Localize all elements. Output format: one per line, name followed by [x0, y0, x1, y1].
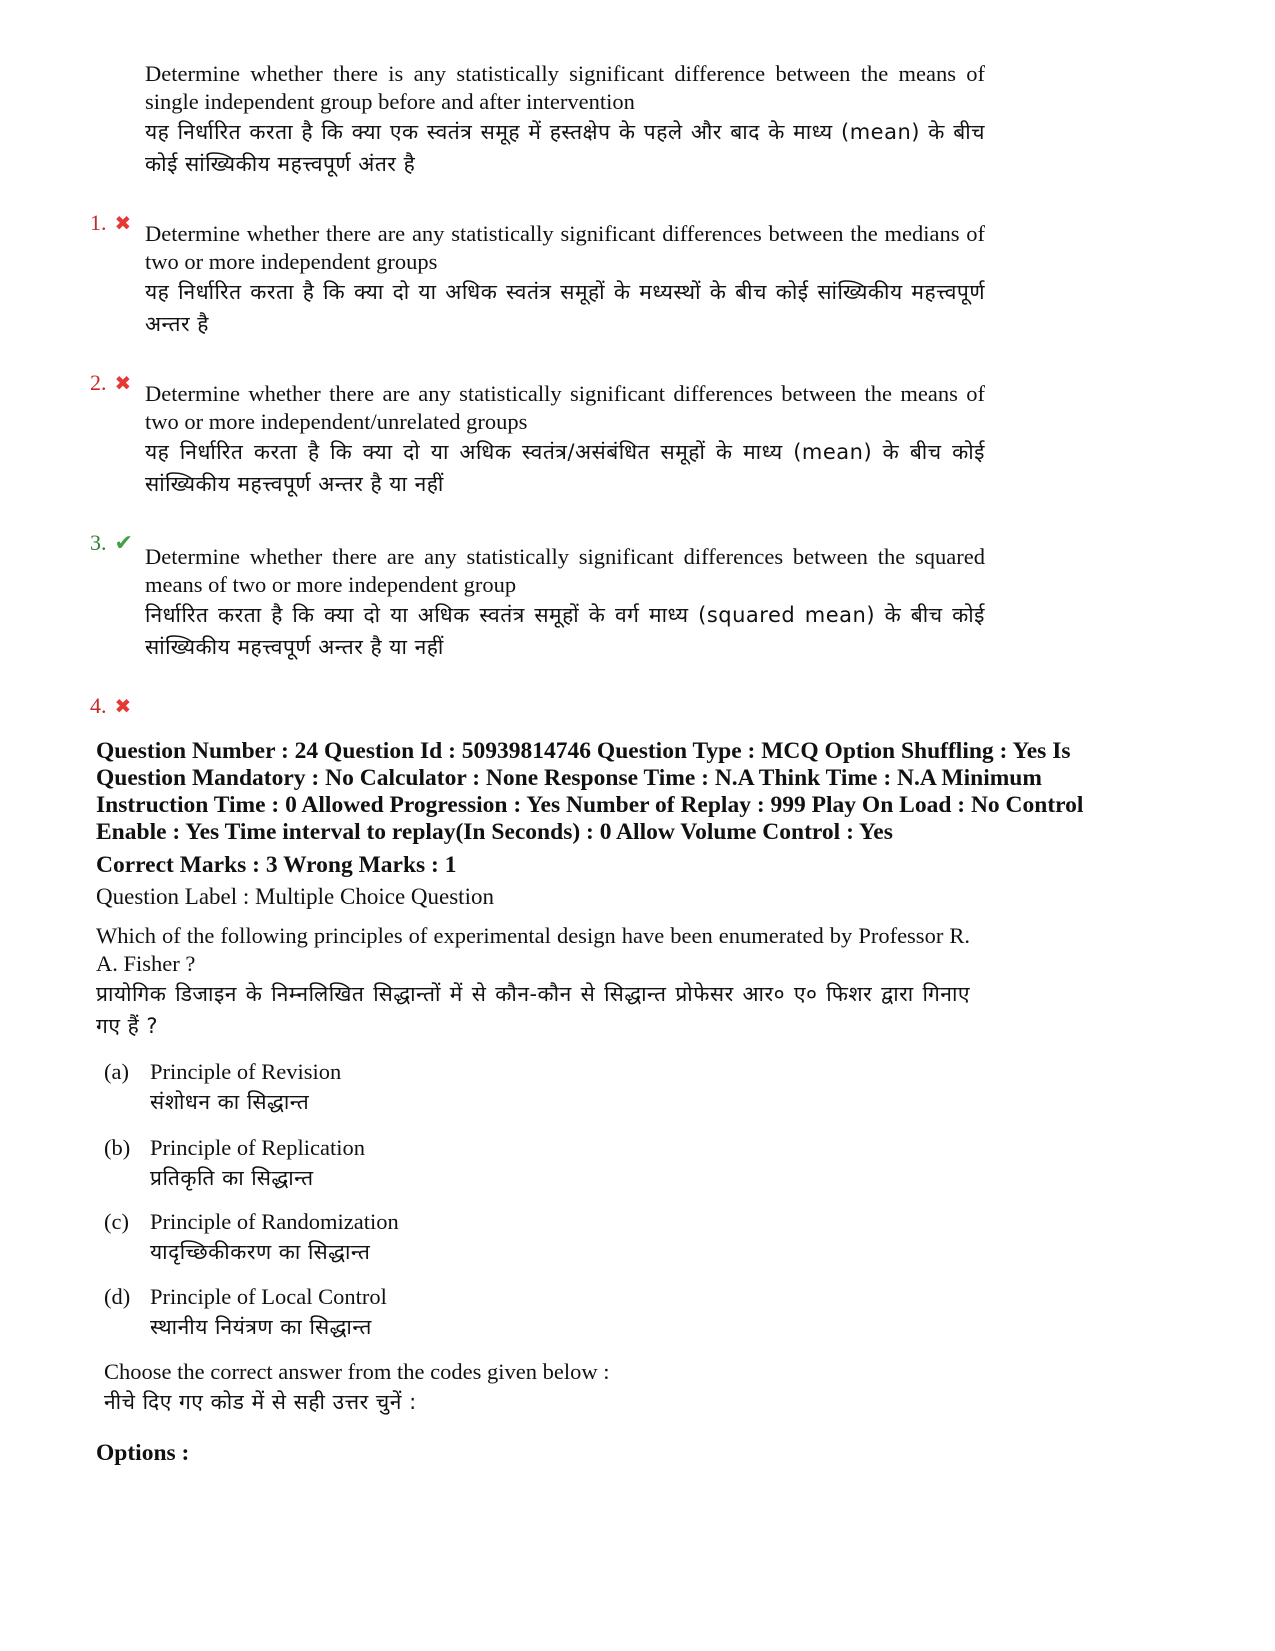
statement-tag: (c) — [104, 1209, 129, 1234]
statement-tag: (b) — [104, 1135, 131, 1160]
option-text-english: Determine whether there is any statistically significant difference between the means of single independent group before and after intervention — [145, 61, 985, 114]
statement-hindi: संशोधन का सिद्धान्त — [150, 1090, 310, 1114]
previous-option-4 — [90, 543, 990, 718]
check-icon: ✔ — [114, 531, 133, 556]
options-heading: Options : — [96, 1440, 190, 1466]
statement-english: Principle of Randomization — [150, 1209, 399, 1234]
option-text-hindi: यह निर्धारित करता है कि क्या एक स्वतंत्र समूह में हस्तक्षेप के पहले और बाद के माध्य (mean) के बीच कोई सांख्यिकीय महत्त्वपूर्ण अंतर है — [145, 120, 985, 176]
option-text-hindi: निर्धारित करता है कि क्या दो या अधिक स्वतंत्र समूहों के वर्ग माध्य (squared mean) के बीच कोई सांख्यिकीय महत्त्वपूर्ण अन्तर है या नहीं — [145, 603, 985, 659]
previous-option-3 — [90, 380, 990, 556]
statement-hindi: प्रतिकृति का सिद्धान्त — [150, 1166, 314, 1190]
statement-lines — [150, 1208, 399, 1268]
question-text-hindi: प्रायोगिक डिजाइन के निम्नलिखित सिद्धान्तों में से कौन-कौन से सिद्धान्त प्रोफेसर आर० ए० फिशर द्वारा गिनाए गए हैं ? — [96, 982, 970, 1038]
option-number: 2. — [90, 370, 107, 395]
question-marks: Correct Marks : 3 Wrong Marks : 1 — [96, 852, 457, 878]
statement-lines — [150, 1134, 365, 1194]
previous-option-2 — [90, 220, 990, 395]
statement-english: Principle of Local Control — [150, 1284, 387, 1309]
option-body — [145, 543, 985, 663]
statement-english: Principle of Revision — [150, 1059, 342, 1084]
option-text-hindi: यह निर्धारित करता है कि क्या दो या अधिक स्वतंत्र/असंबंधित समूहों के माध्य (mean) के बीच कोई सांख्यिकीय महत्त्वपूर्ण अन्तर है या नहीं — [145, 440, 985, 496]
option-marker — [90, 693, 131, 719]
option-number: 1. — [90, 210, 107, 235]
question-text — [96, 922, 970, 1042]
cross-icon: ✖ — [114, 211, 132, 235]
statement-tag: (a) — [104, 1059, 129, 1084]
option-text-english: Determine whether there are any statistically significant differences between the medians of two or more independent groups — [145, 221, 985, 274]
option-number: 4. — [90, 693, 107, 718]
cross-icon: ✖ — [114, 694, 132, 718]
answer-instruction — [104, 1358, 804, 1418]
option-text-english: Determine whether there are any statistically significant differences between the squared means of two or more independent group — [145, 544, 985, 597]
option-body — [145, 380, 985, 500]
question-label: Question Label : Multiple Choice Question — [96, 884, 494, 909]
option-body — [145, 60, 985, 180]
option-text-english: Determine whether there are any statistically significant differences between the means of two or more independent/unrelated groups — [145, 381, 985, 434]
question-text-english: Which of the following principles of experimental design have been enumerated by Professor R. A. Fisher ? — [96, 923, 970, 976]
statement-hindi: स्थानीय नियंत्रण का सिद्धान्त — [150, 1315, 372, 1339]
statement-lines — [150, 1283, 387, 1343]
statement-hindi: यादृच्छिकीकरण का सिद्धान्त — [150, 1240, 371, 1264]
question-metadata: Question Number : 24 Question Id : 50939814746 Question Type : MCQ Option Shuffling : Yes Is Question Mandatory : No Calculator : None Response Time : N.A Think Time : N.A Minimum Instruction Time : 0 Allowed Progression : Yes Number of Replay : 999 Play On Load : No Control Enable : Yes Time interval to replay(In Seconds) : 0 Allow Volume Control : Yes — [96, 738, 1084, 845]
statement-english: Principle of Replication — [150, 1135, 365, 1160]
statement-lines — [150, 1058, 341, 1118]
option-body — [145, 220, 985, 340]
option-text-hindi: यह निर्धारित करता है कि क्या दो या अधिक स्वतंत्र समूहों के मध्यस्थों के बीच कोई सांख्यिकीय महत्त्वपूर्ण अन्तर है — [145, 280, 985, 336]
option-number: 3. — [90, 530, 107, 555]
cross-icon: ✖ — [114, 371, 132, 395]
instruction-hindi: नीचे दिए गए कोड में से सही उत्तर चुनें : — [104, 1390, 417, 1414]
instruction-english: Choose the correct answer from the codes given below : — [104, 1359, 610, 1384]
previous-option-1 — [90, 60, 990, 235]
statement-tag: (d) — [104, 1284, 131, 1309]
